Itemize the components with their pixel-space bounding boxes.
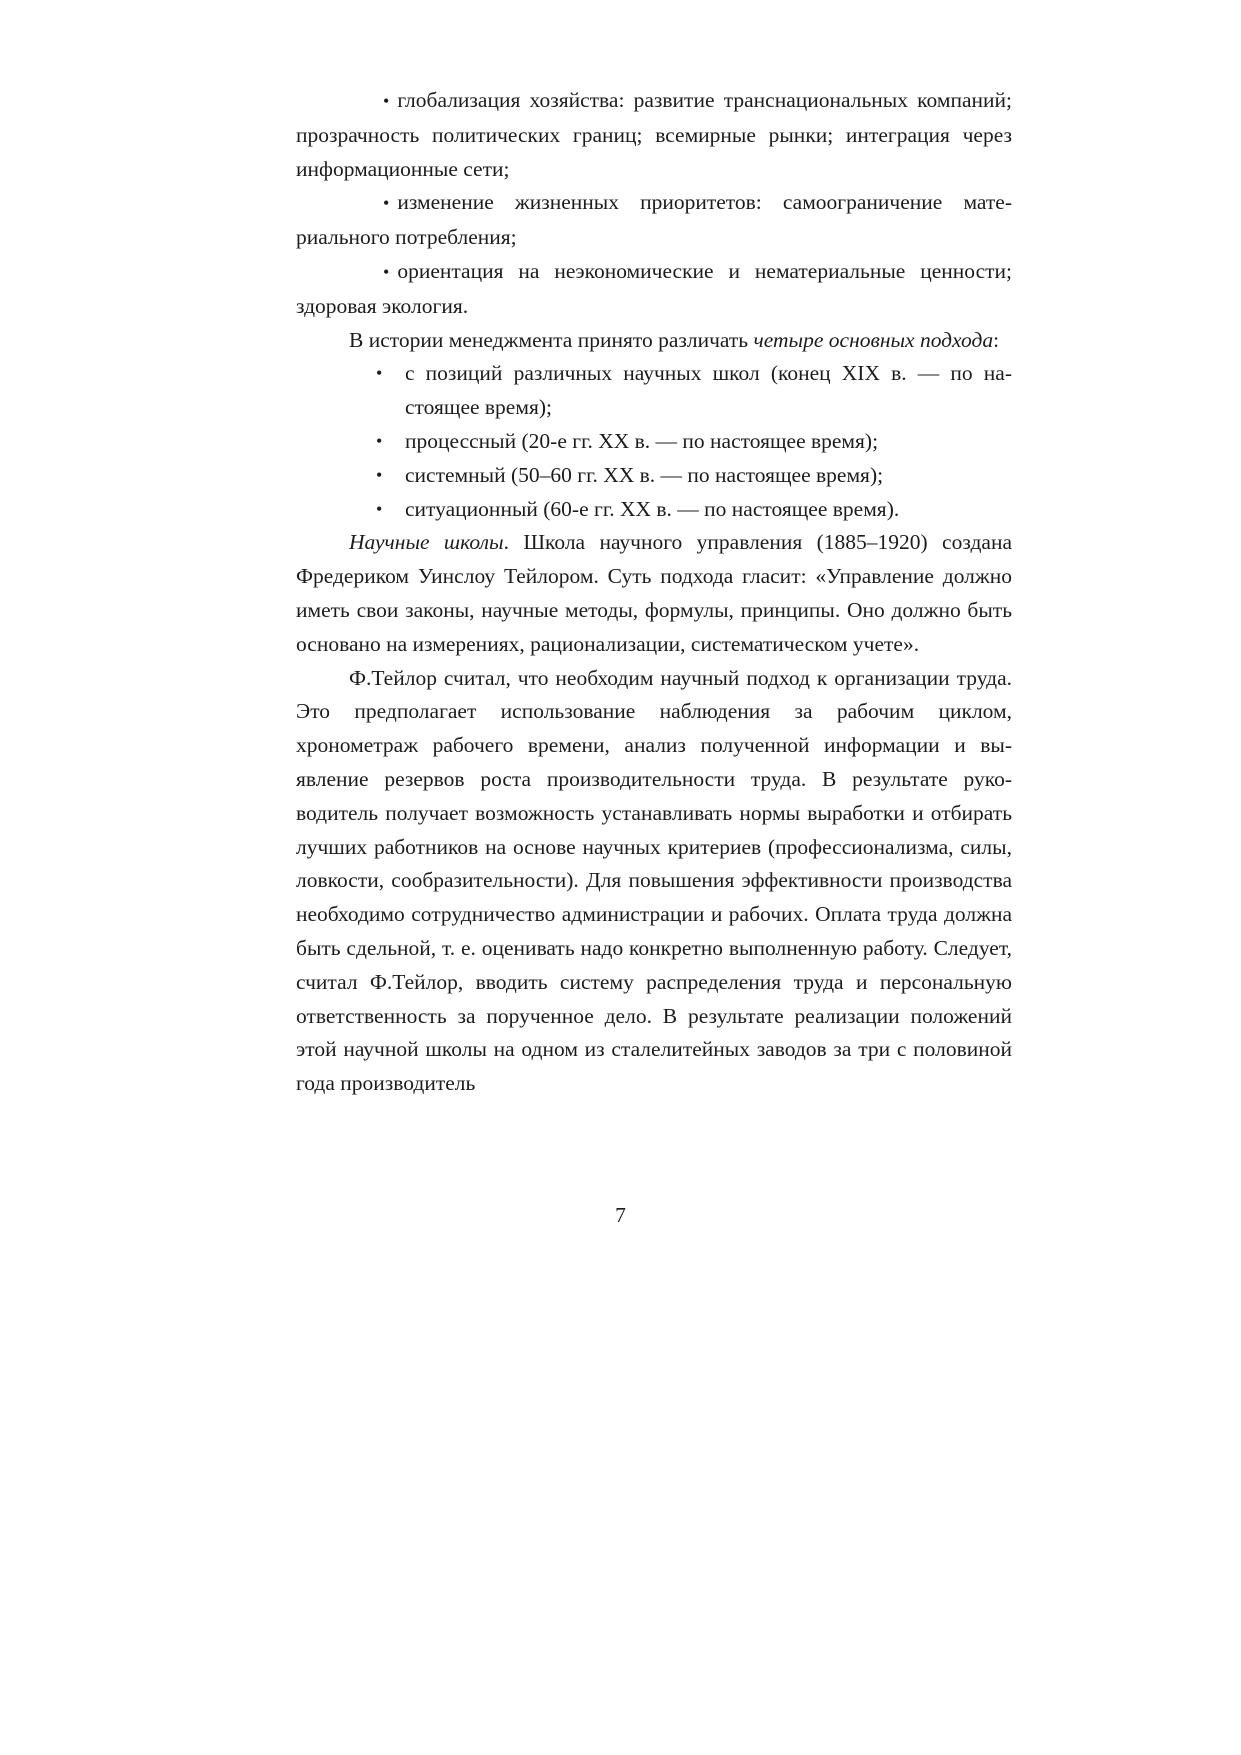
- approaches-intro: [296, 324, 1012, 358]
- schools-paragraph: [296, 526, 1012, 661]
- bullet-text: глобализация хозяйства: развитие транснациональных компаний; прозрачность политических границ; всемирные рынки; интеграция через информационные сети;: [296, 88, 1012, 181]
- approach-text: процессный (20-е гг. XX в. — по настоящее время);: [405, 428, 879, 453]
- bullet-dot: •: [376, 363, 383, 384]
- bullet-life-priorities: [296, 186, 1012, 255]
- bullet-text: ориентация на неэкономические и нематериальные ценности; здоровая экология.: [296, 258, 1012, 318]
- approach-item: [296, 459, 1012, 493]
- page-body: [296, 84, 1012, 1101]
- taylor-text: Ф.Тейлор считал, что необходим научный подход к организации труда. Это предполагает использование наблюдения за рабочим циклом, хронометраж рабочего времени, анализ полученной информации и выявление резервов роста производительности труда. В результате руководитель получает возможность устанавливать нормы выработки и отбирать лучших работников на основе научных критериев (профессионализма, силы, ловкости, сообразительности). Для повышения эффективности производства необходимо сотрудничество администрации и рабочих. Оплата труда должна быть сдельной, т. е. оценивать надо конкретно выполненную работу. Следует, считал Ф.Тейлор, вводить систему распределения труда и персональную ответственность за порученное дело. В результате реализации положений этой научной школы на одном из сталелитейных заводов за три с половиной года производитель: [296, 665, 1012, 1096]
- intro-colon: :: [993, 327, 1000, 352]
- bullet-dot: •: [383, 91, 390, 111]
- bullet-dot: •: [376, 430, 383, 451]
- intro-emphasis: четыре основных подхода: [753, 327, 994, 352]
- schools-emphasis: Научные школы: [349, 530, 504, 555]
- approach-text: ситуационный (60-е гг. XX в. — по настоящее время).: [405, 496, 900, 521]
- approach-text: системный (50–60 гг. XX в. — по настоящее время);: [405, 462, 884, 487]
- approaches-list: [296, 357, 1012, 526]
- approach-text: с позиций различных научных школ (конец XIX в. — по настоящее время);: [405, 361, 1012, 420]
- bullet-dot: •: [383, 261, 390, 282]
- bullet-dot: •: [376, 464, 383, 485]
- approach-item: [296, 357, 1012, 425]
- page-number: 7: [615, 1203, 626, 1227]
- bullet-dot: •: [376, 498, 383, 519]
- bullet-non-economic-values: [296, 255, 1012, 324]
- bullet-text: изменение жизненных приоритетов: самоограничение материального потребления;: [296, 190, 1012, 250]
- taylor-paragraph: [296, 662, 1012, 1101]
- schools-text: . Школа научного управления (1885–1920) создана Фредериком Уинслоу Тейлором. Суть подхода гласит: «Управление должно иметь свои законы, научные методы, формулы, принципы. Оно должно быть основано на измерениях, рационализации, систематическом учете».: [296, 530, 1012, 656]
- approach-item: [296, 493, 1012, 527]
- bullet-dot: •: [383, 193, 390, 214]
- intro-text: В истории менеджмента принято различать: [349, 327, 754, 352]
- approach-item: [296, 425, 1012, 459]
- bullet-globalization: [296, 84, 1012, 186]
